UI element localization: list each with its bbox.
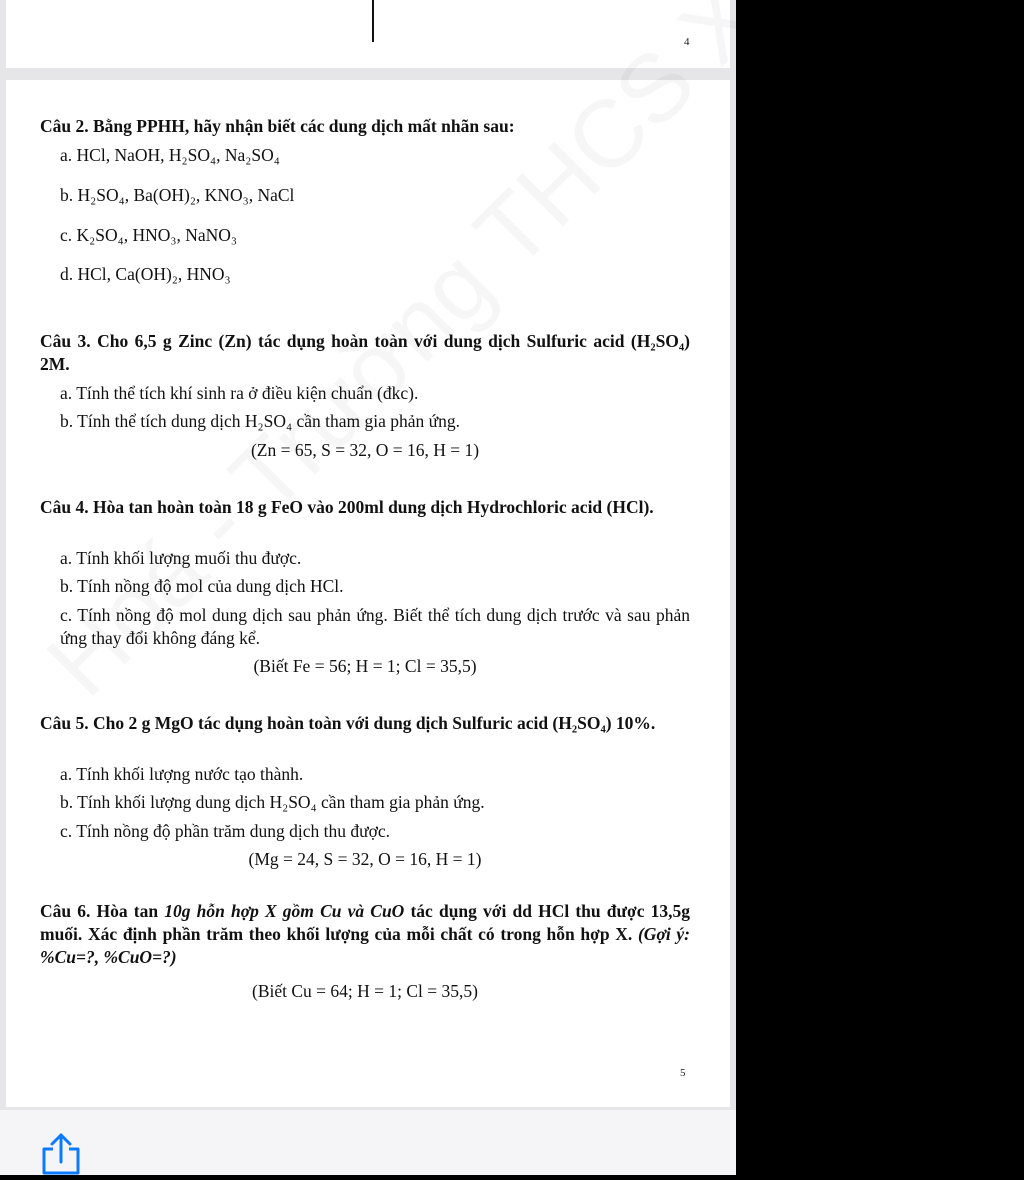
current-page [6, 80, 730, 1107]
q6-text [40, 900, 690, 969]
share-icon[interactable] [40, 1132, 82, 1175]
q2-option-c: c. K₂SO₄, HNO₃, NaNO₃ [60, 225, 238, 245]
page-rule [372, 0, 374, 42]
q3-title: Câu 3. Cho 6,5 g Zinc (Zn) tác dụng hoàn toàn với dung dịch Sulfuric acid (H₂SO₄) 2M. [40, 331, 690, 374]
q6-hint: (Gợi ý: %Cu=?, %CuO=?) [40, 924, 690, 967]
q4-part-c: c. Tính nồng độ mol dung dịch sau phản ứng. Biết thể tích dung dịch trước và sau phản ứng thay đổi không đáng kể. [60, 605, 690, 648]
q2-option-d: d. HCl, Ca(OH)₂, HNO₃ [60, 264, 231, 284]
q2-option-a: a. HCl, NaOH, H₂SO₄, Na₂SO₄ [60, 145, 280, 165]
q4-part-a: a. Tính khối lượng muối thu được. [60, 548, 302, 568]
q5-data: (Mg = 24, S = 32, O = 16, H = 1) [248, 849, 482, 869]
q5-title: Câu 5. Cho 2 g MgO tác dụng hoàn toàn với dung dịch Sulfuric acid (H₂SO₄) 10%. [40, 713, 656, 733]
page-number-bottom: 5 [680, 1067, 686, 1079]
q3-part-a: a. Tính thể tích khí sinh ra ở điều kiện chuẩn (đkc). [60, 383, 419, 403]
q3-part-b: b. Tính thể tích dung dịch H₂SO₄ cần tham gia phản ứng. [60, 411, 460, 431]
q5-part-a: a. Tính khối lượng nước tạo thành. [60, 764, 304, 784]
q6-mid: tác dụng với dd HCl thu được 13,5g muối. Xác định phần trăm theo khối lượng của mỗi chất có trong hỗn hợp X. [40, 901, 690, 944]
q2-title: Câu 2. Bằng PPHH, hãy nhận biết các dung dịch mất nhãn sau: [40, 116, 515, 136]
q4-part-b: b. Tính nồng độ mol của dung dịch HCl. [60, 576, 344, 596]
page-number-top: 4 [684, 36, 690, 48]
q4-title: Câu 4. Hòa tan hoàn toàn 18 g FeO vào 200ml dung dịch Hydrochloric acid (HCl). [40, 497, 654, 517]
q6-data: (Biết Cu = 64; H = 1; Cl = 35,5) [252, 981, 478, 1001]
q4-data: (Biết Fe = 56; H = 1; Cl = 35,5) [253, 656, 477, 676]
q6-lead: Câu 6. Hòa tan [40, 901, 165, 921]
q6-italic: 10g hỗn hợp X gồm Cu và CuO [164, 901, 405, 921]
bottom-toolbar [0, 1110, 736, 1175]
q3-data: (Zn = 65, S = 32, O = 16, H = 1) [250, 440, 480, 460]
q2-option-b: b. H₂SO₄, Ba(OH)₂, KNO₃, NaCl [60, 185, 295, 205]
q5-part-b: b. Tính khối lượng dung dịch H₂SO₄ cần tham gia phản ứng. [60, 792, 485, 812]
q5-part-c: c. Tính nồng độ phần trăm dung dịch thu được. [60, 821, 390, 841]
